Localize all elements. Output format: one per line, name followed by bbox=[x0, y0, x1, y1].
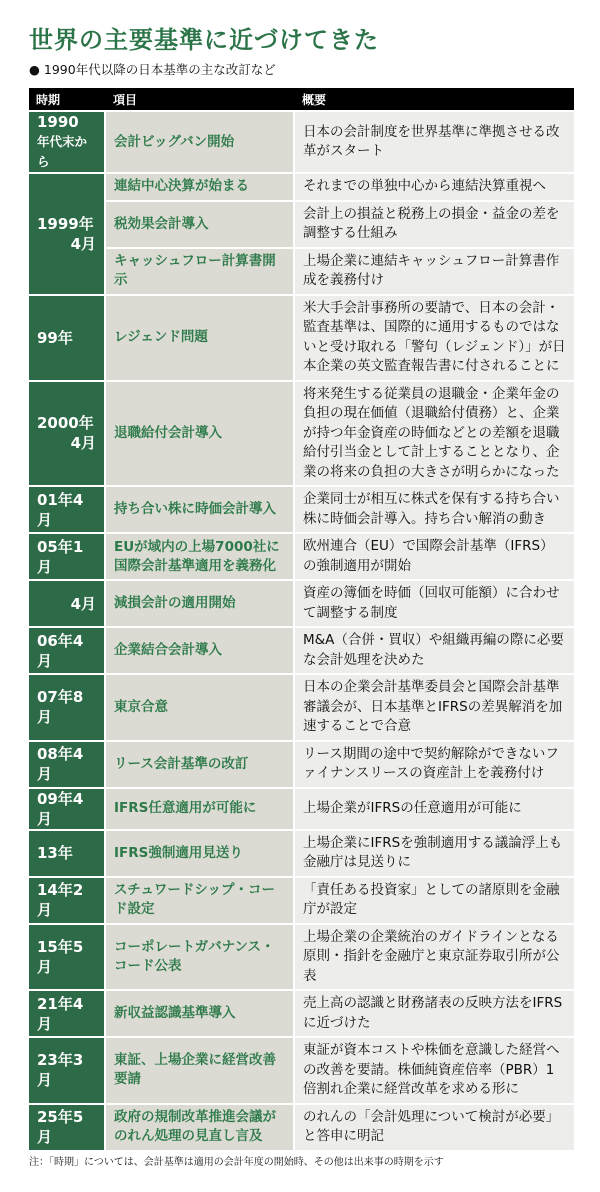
subtitle: ● 1990年代以降の日本基準の主な改訂など bbox=[29, 62, 276, 77]
item-cell: スチュワードシップ・コード設定 bbox=[106, 878, 293, 923]
entry bbox=[104, 1038, 574, 1103]
table-row bbox=[29, 112, 574, 172]
item-cell: 新収益認識基準導入 bbox=[106, 991, 293, 1036]
table-row bbox=[29, 675, 574, 740]
period-cell bbox=[29, 742, 104, 787]
summary-cell: 上場企業に連結キャッシュフロー計算書作成を義務付け bbox=[295, 249, 574, 294]
table-header bbox=[29, 88, 574, 110]
period-text: 99年 bbox=[37, 328, 73, 347]
summary-cell: 欧州連合（EU）で国際会計基準（IFRS）の強制適用が開始 bbox=[295, 534, 574, 579]
table-row bbox=[29, 831, 574, 876]
period-text: 01年4月 bbox=[37, 490, 84, 529]
entry bbox=[104, 112, 574, 172]
period-cell bbox=[29, 296, 104, 380]
summary-cell: 売上高の認識と財務諸表の反映方法をIFRSに近づけた bbox=[295, 991, 574, 1036]
table-row bbox=[29, 581, 574, 626]
item-cell: 税効果会計導入 bbox=[106, 202, 293, 247]
period-cell bbox=[29, 831, 104, 876]
header-period: 時期 bbox=[36, 92, 61, 107]
period-cell bbox=[29, 174, 104, 294]
summary-cell: 日本の企業会計基準委員会と国際会計基準審議会が、日本基準とIFRSの差異解消を加速することで合意 bbox=[295, 675, 574, 740]
entry bbox=[104, 202, 574, 247]
period-cell bbox=[29, 534, 104, 579]
item-cell: 東証、上場企業に経営改善要請 bbox=[106, 1038, 293, 1103]
item-cell: 減損会計の適用開始 bbox=[106, 581, 293, 626]
period-cell bbox=[29, 878, 104, 923]
entry bbox=[104, 1105, 574, 1150]
summary-cell: リース期間の途中で契約解除ができないファイナンスリースの資産計上を義務付け bbox=[295, 742, 574, 787]
period-cell bbox=[29, 382, 104, 486]
summary-cell: 上場企業がIFRSの任意適用が可能に bbox=[295, 789, 574, 829]
entry bbox=[104, 878, 574, 923]
summary-cell: 「責任ある投資家」としての諸原則を金融庁が設定 bbox=[295, 878, 574, 923]
period-text: 05年1月 bbox=[37, 537, 84, 576]
header-summary: 概要 bbox=[302, 92, 327, 107]
summary-cell: のれんの「会計処理について検討が必要」と答申に明記 bbox=[295, 1105, 574, 1150]
period-text: 07年8月 bbox=[37, 688, 84, 727]
summary-cell: 日本の会計制度を世界基準に準拠させる改革がスタート bbox=[295, 112, 574, 172]
entry bbox=[104, 487, 574, 532]
item-cell: コーポレートガバナンス・コード公表 bbox=[106, 925, 293, 990]
table-row bbox=[29, 1105, 574, 1150]
entry bbox=[104, 249, 574, 294]
item-cell: キャッシュフロー計算書開示 bbox=[106, 249, 293, 294]
summary-cell: 将来発生する従業員の退職金・企業年金の負担の現在価値（退職給付債務）と、企業が持つ年金資産の時価などとの差額を退職給付引当金として計上することとなり、企業の将来の負担の大きさが明らかになった bbox=[295, 382, 574, 486]
period-cell bbox=[29, 789, 104, 829]
table-row bbox=[29, 174, 574, 294]
summary-cell: 会計上の損益と税務上の損金・益金の差を調整する仕組み bbox=[295, 202, 574, 247]
table-row bbox=[29, 742, 574, 787]
period-cell bbox=[29, 581, 104, 626]
entry bbox=[104, 789, 574, 829]
entry bbox=[104, 675, 574, 740]
entry bbox=[104, 174, 574, 200]
period-text: 年代末から bbox=[37, 134, 88, 169]
item-cell: 退職給付会計導入 bbox=[106, 382, 293, 486]
period-text: 09年4月 bbox=[37, 789, 84, 828]
entry bbox=[104, 534, 574, 579]
table-body bbox=[29, 112, 574, 1150]
summary-cell: 上場企業にIFRSを強制適用する議論浮上も金融庁は見送りに bbox=[295, 831, 574, 876]
item-cell: 会計ビッグバン開始 bbox=[106, 112, 293, 172]
entry bbox=[104, 581, 574, 626]
period-text: 21年4月 bbox=[37, 994, 84, 1033]
summary-cell: 東証が資本コストや株価を意識した経営への改善を要請。株価純資産倍率（PBR）1倍割れ企業に経営改革を求める形に bbox=[295, 1038, 574, 1103]
summary-cell: それまでの単独中心から連結決算重視へ bbox=[295, 174, 574, 200]
item-cell: IFRS強制適用見送り bbox=[106, 831, 293, 876]
period-text: 14年2月 bbox=[37, 881, 84, 919]
item-cell: 政府の規制改革推進会議がのれん処理の見直し言及 bbox=[106, 1105, 293, 1150]
entry bbox=[104, 831, 574, 876]
item-cell: 東京合意 bbox=[106, 675, 293, 740]
summary-cell: 上場企業の企業統治のガイドラインとなる原則・指針を金融庁と東京証券取引所が公表 bbox=[295, 925, 574, 990]
period-text: 08年4月 bbox=[37, 745, 84, 783]
entry bbox=[104, 991, 574, 1036]
header-item: 項目 bbox=[113, 92, 138, 107]
table-row bbox=[29, 296, 574, 380]
summary-cell: 米大手会計事務所の要請で、日本の会計・監査基準は、国際的に通用するものではないと受け取れる「警句（レジェンド）」が日本企業の英文監査報告書に付されることに bbox=[295, 296, 574, 380]
period-text: 1999年 bbox=[37, 214, 94, 233]
table-row bbox=[29, 534, 574, 579]
period-text: 06年4月 bbox=[37, 631, 84, 670]
item-cell: リース会計基準の改訂 bbox=[106, 742, 293, 787]
period-cell bbox=[29, 112, 104, 172]
entry bbox=[104, 628, 574, 673]
revision-table bbox=[29, 88, 574, 1150]
period-text: 25年5月 bbox=[37, 1108, 84, 1146]
entry bbox=[104, 382, 574, 486]
footnote: 注：「時期」については、会計基準は適用の会計年度の開始時、その他は出来事の時期を示す bbox=[29, 1156, 444, 1168]
table-row bbox=[29, 487, 574, 532]
item-cell: 持ち合い株に時価会計導入 bbox=[106, 487, 293, 532]
period-cell bbox=[29, 1105, 104, 1150]
period-text: 1990 bbox=[37, 113, 79, 131]
item-cell: 企業結合会計導入 bbox=[106, 628, 293, 673]
period-cell bbox=[29, 487, 104, 532]
entry bbox=[104, 296, 574, 380]
table-row bbox=[29, 382, 574, 486]
summary-cell: 資産の簿価を時価（回収可能額）に合わせて調整する制度 bbox=[295, 581, 574, 626]
period-cell bbox=[29, 675, 104, 740]
page-title: 世界の主要基準に近づけてきた bbox=[29, 26, 379, 54]
period-cell bbox=[29, 925, 104, 990]
item-cell: レジェンド問題 bbox=[106, 296, 293, 380]
entry bbox=[104, 742, 574, 787]
period-cell bbox=[29, 991, 104, 1036]
period-text: 15年5月 bbox=[37, 937, 84, 976]
summary-cell: M&A（合併・買収）や組織再編の際に必要な会計処理を決めた bbox=[295, 628, 574, 673]
table-row bbox=[29, 628, 574, 673]
period-cell bbox=[29, 628, 104, 673]
item-cell: 連結中心決算が始まる bbox=[106, 174, 293, 200]
table-row bbox=[29, 789, 574, 829]
entry bbox=[104, 925, 574, 990]
period-text: 4月 bbox=[70, 434, 96, 453]
item-cell: IFRS任意適用が可能に bbox=[106, 789, 293, 829]
period-text: 13年 bbox=[37, 844, 73, 862]
content bbox=[29, 88, 574, 1169]
period-text: 2000年 bbox=[37, 414, 94, 433]
summary-cell: 企業同士が相互に株式を保有する持ち合い株に時価会計導入。持ち合い解消の動き bbox=[295, 487, 574, 532]
item-cell: EUが域内の上場7000社に国際会計基準適用を義務化 bbox=[106, 534, 293, 579]
table-row bbox=[29, 991, 574, 1036]
table-row bbox=[29, 925, 574, 990]
period-cell bbox=[29, 1038, 104, 1103]
period-text: 4月 bbox=[70, 234, 96, 253]
period-text: 4月 bbox=[70, 594, 96, 613]
table-row bbox=[29, 1038, 574, 1103]
table-row bbox=[29, 878, 574, 923]
period-text: 23年3月 bbox=[37, 1051, 84, 1090]
